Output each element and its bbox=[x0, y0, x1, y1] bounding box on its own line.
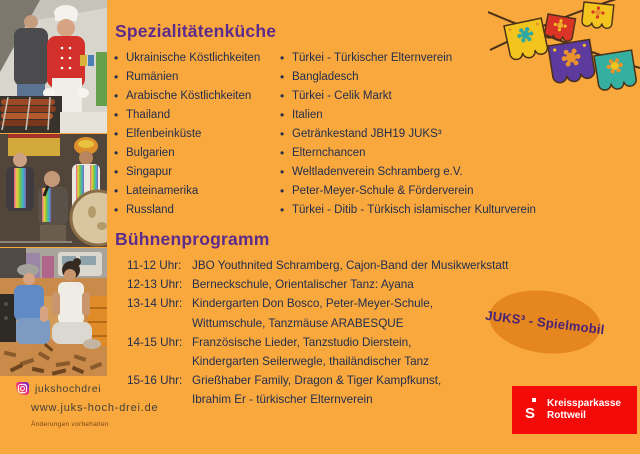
list-item: • Getränkestand JBH19 JUKS³ bbox=[279, 125, 536, 144]
kreissparkasse-line1: Kreissparkasse bbox=[547, 397, 621, 409]
photo-column bbox=[0, 0, 107, 377]
schedule-desc bbox=[192, 333, 429, 371]
schedule-desc-line: Kindergarten Don Bosco, Peter-Meyer-Schule, bbox=[192, 297, 434, 311]
schedule-desc bbox=[192, 294, 433, 332]
list-item: • Elfenbeinküste bbox=[113, 125, 279, 144]
kitchen-lists bbox=[113, 49, 640, 220]
schedule-desc-line: Wittumschule, Tanzmäuse ARABESQUE bbox=[192, 316, 404, 330]
list-item: • Türkei - Celik Markt bbox=[279, 87, 536, 106]
list-item: • Türkei - Türkischer Elternverein bbox=[279, 49, 536, 68]
list-item: • Rumänien bbox=[113, 68, 279, 87]
instagram-row bbox=[16, 382, 101, 395]
kreissparkasse-line2: Rottweil bbox=[547, 410, 586, 421]
list-item: • Russland bbox=[113, 201, 279, 220]
list-item: • Elternchancen bbox=[279, 144, 536, 163]
list-item: • Bulgarien bbox=[113, 144, 279, 163]
schedule-desc bbox=[192, 256, 508, 275]
schedule-desc-line: Berneckschule, Orientalischer Tanz: Ayana bbox=[192, 278, 414, 292]
list-item: • Weltladenverein Schramberg e.V. bbox=[279, 163, 536, 182]
schedule-time: 13-14 Uhr: bbox=[127, 297, 183, 311]
schedule-desc-line: Kindergarten Seilerwegle, thailändischer Tanz bbox=[192, 355, 429, 369]
list-item: • Singapur bbox=[113, 163, 279, 182]
spielmobil-badge-label: JUKS³ - Spielmobil bbox=[484, 307, 606, 337]
photo-musicians-drum bbox=[0, 134, 107, 247]
list-item: • Lateinamerika bbox=[113, 182, 279, 201]
schedule-desc bbox=[192, 371, 441, 409]
schedule-time: 11-12 Uhr: bbox=[127, 259, 182, 272]
schedule-row bbox=[127, 256, 640, 275]
list-item: • Türkei - Ditib - Türkisch islamischer Kulturverein bbox=[279, 201, 536, 220]
list-item: • Italien bbox=[279, 106, 536, 125]
schedule-time: 14-15 Uhr: bbox=[127, 335, 183, 349]
instagram-icon bbox=[16, 382, 29, 395]
schedule-desc-line: Ibrahim Er - türkischer Elternverein bbox=[192, 393, 373, 407]
disclaimer-note: Änderungen vorbehalten bbox=[31, 421, 109, 428]
schedule-desc-line: Französische Lieder, Tanzstudio Dierstein, bbox=[192, 335, 412, 349]
website-url: www.juks-hoch-drei.de bbox=[31, 402, 159, 414]
schedule-desc-line: Grießhaber Family, Dragon & Tiger Kampfkunst, bbox=[192, 374, 442, 388]
schedule-desc-line: JBO Youthnited Schramberg, Cajon-Band der Musikwerkstatt bbox=[192, 259, 509, 272]
list-item: • Thailand bbox=[113, 106, 279, 125]
schedule-time: 15-16 Uhr: bbox=[127, 374, 183, 388]
kitchen-section-title: Spezialitätenküche bbox=[115, 21, 277, 41]
schedule-row bbox=[127, 275, 640, 294]
kreissparkasse-logo-text bbox=[547, 398, 621, 423]
kitchen-list-right bbox=[279, 49, 536, 220]
photo-chef-grilling bbox=[0, 0, 107, 133]
list-item: • Peter-Meyer-Schule & Förderverein bbox=[279, 182, 536, 201]
kreissparkasse-logo bbox=[512, 386, 637, 434]
kitchen-list-left bbox=[113, 49, 279, 220]
sparkasse-s-icon: S bbox=[525, 399, 539, 421]
instagram-handle: jukshochdrei bbox=[35, 382, 102, 395]
list-item: • Ukrainische Köstlichkeiten bbox=[113, 49, 279, 68]
list-item: • Arabische Köstlichkeiten bbox=[113, 87, 279, 106]
schedule-time: 12-13 Uhr: bbox=[127, 278, 183, 292]
schedule-desc bbox=[192, 275, 414, 294]
list-item: • Bangladesch bbox=[279, 68, 536, 87]
photo-children-playing bbox=[0, 248, 107, 376]
stage-section-title: Bühnenprogramm bbox=[115, 229, 270, 249]
